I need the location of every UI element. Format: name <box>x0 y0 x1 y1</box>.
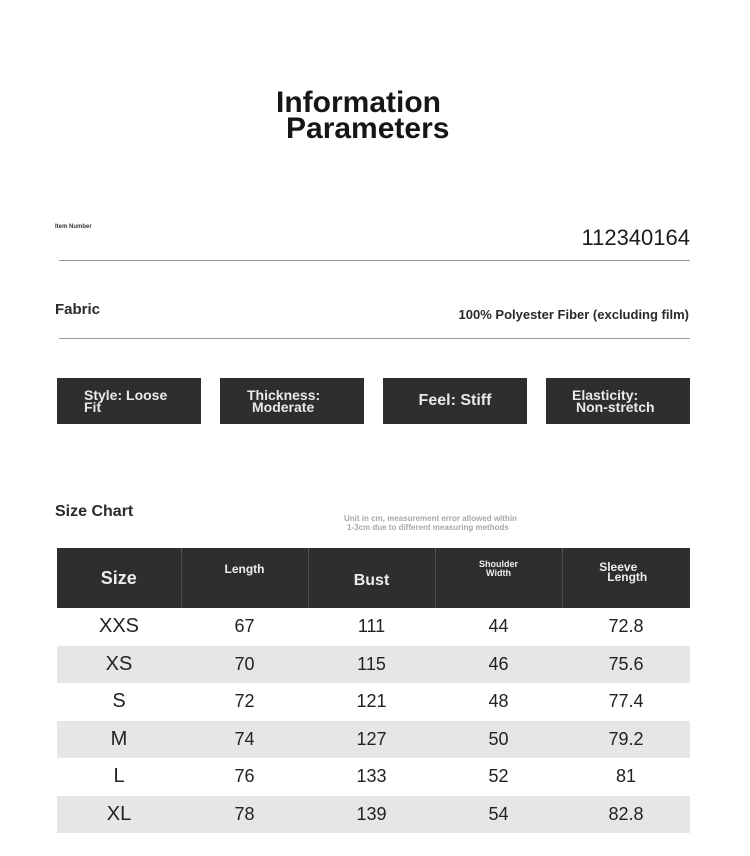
cell-length: 70 <box>181 646 308 684</box>
attribute-thickness <box>220 378 364 424</box>
column-header-sleeve-length <box>562 548 690 608</box>
title-line-2: Parameters <box>286 112 450 145</box>
divider <box>59 260 690 261</box>
header-text: Size <box>100 567 137 588</box>
cell-sleeve-length: 82.8 <box>562 796 690 834</box>
cell-size: S <box>112 690 126 713</box>
header-text: Width <box>486 568 511 578</box>
cell-size: L <box>113 765 125 788</box>
cell-size: XXS <box>98 615 140 638</box>
table-row <box>57 646 690 684</box>
note-line: Unit in cm, measurement error allowed within <box>344 514 517 523</box>
header-text: Bust <box>353 572 390 589</box>
fabric-label: Fabric <box>55 301 101 318</box>
attribute-line: Moderate <box>252 399 315 415</box>
attribute-line: Thickness: <box>247 387 321 403</box>
item-number-label: Item Number <box>55 224 92 230</box>
size-chart-label: Size Chart <box>55 503 134 520</box>
cell-sleeve-length: 79.2 <box>562 721 690 759</box>
header-text: Length <box>224 562 265 576</box>
size-chart-note <box>344 514 574 532</box>
cell-shoulder-width: 54 <box>435 796 562 834</box>
attribute-line: Non-stretch <box>576 399 655 415</box>
size-table-header-row <box>57 548 690 608</box>
cell-bust: 115 <box>308 646 435 684</box>
attribute-style <box>57 378 201 424</box>
cell-bust: 133 <box>356 766 387 787</box>
size-table <box>57 548 690 833</box>
note-line: 1-3cm due to different measuring methods <box>347 523 509 532</box>
header-text: Shoulder <box>478 559 518 569</box>
table-row <box>57 758 690 796</box>
table-row <box>57 796 690 834</box>
cell-size: M <box>57 721 181 759</box>
cell-shoulder-width: 46 <box>435 646 562 684</box>
cell-shoulder-width: 50 <box>435 721 562 759</box>
cell-size: XS <box>57 646 181 684</box>
attribute-feel <box>383 378 527 424</box>
attribute-line: Fit <box>84 399 102 415</box>
cell-sleeve-length: 81 <box>615 766 637 787</box>
item-number-value: 112340164 <box>581 225 690 250</box>
table-row <box>57 721 690 759</box>
fabric-value: 100% Polyester Fiber (excluding film) <box>458 307 689 322</box>
cell-size: XL <box>57 796 181 834</box>
attribute-line: Feel: Stiff <box>418 392 492 409</box>
cell-shoulder-width: 52 <box>488 766 509 787</box>
cell-bust: 139 <box>308 796 435 834</box>
attribute-line: Style: Loose <box>84 387 168 403</box>
divider <box>59 338 690 339</box>
page-title <box>270 86 490 145</box>
title-line-1: Information <box>276 86 441 119</box>
cell-sleeve-length: 77.4 <box>608 691 644 712</box>
attribute-line: Elasticity: <box>572 387 639 403</box>
cell-bust: 127 <box>308 721 435 759</box>
cell-sleeve-length: 72.8 <box>608 616 644 637</box>
cell-sleeve-length: 75.6 <box>562 646 690 684</box>
cell-shoulder-width: 44 <box>488 616 509 637</box>
cell-shoulder-width: 48 <box>488 691 509 712</box>
table-row <box>57 683 690 721</box>
cell-length: 74 <box>181 721 308 759</box>
cell-bust: 111 <box>357 616 386 637</box>
cell-length: 72 <box>234 691 255 712</box>
column-header-bust <box>308 548 435 608</box>
cell-length: 78 <box>181 796 308 834</box>
column-header-shoulder-width <box>435 548 562 608</box>
cell-length: 76 <box>234 766 255 787</box>
header-text: Length <box>607 570 648 584</box>
column-header-size <box>57 548 181 608</box>
table-row <box>57 608 690 646</box>
cell-bust: 121 <box>356 691 387 712</box>
attribute-elasticity <box>546 378 690 424</box>
header-text: Sleeve <box>599 560 638 574</box>
column-header-length <box>181 548 308 608</box>
cell-length: 67 <box>234 616 255 637</box>
